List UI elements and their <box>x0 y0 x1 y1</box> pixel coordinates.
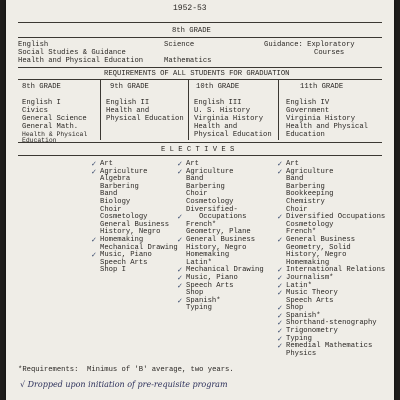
req-col3-item: English III <box>194 99 242 107</box>
check-mark-icon: ✓ <box>277 289 283 298</box>
elective-label: Spanish* <box>286 311 321 320</box>
req-col1-item: Education <box>22 137 57 144</box>
grade8-mid-2: Mathematics <box>164 57 212 65</box>
elective-label: Latin* <box>186 258 212 267</box>
elective-label: Speech Arts <box>100 258 148 267</box>
check-mark-icon: ✓ <box>277 273 283 282</box>
check-mark-icon: ✓ <box>277 334 283 343</box>
req-col4-item: Virginia History <box>286 115 356 123</box>
elective-label: Agriculture <box>100 167 148 176</box>
footnote: *Requirements: Minimus of 'B' average, two years. <box>18 366 234 374</box>
elective-label: Spanish* <box>186 296 221 305</box>
elective-label: Homemaking <box>186 251 230 260</box>
req-col4-item: Government <box>286 107 330 115</box>
elective-label: Homemaking <box>286 258 330 267</box>
top-rule <box>18 22 382 23</box>
elective-label: Band <box>100 190 118 199</box>
check-mark-icon: ✓ <box>177 167 183 176</box>
check-mark-icon: ✓ <box>177 273 183 282</box>
elective-label: Typing <box>286 334 312 343</box>
elective-label: French* <box>186 220 217 229</box>
grade8-title: 8th GRADE <box>172 27 211 35</box>
check-mark-icon: ✓ <box>277 304 283 313</box>
elective-label: Mechanical Drawing <box>186 266 264 275</box>
check-mark-icon: ✓ <box>277 319 283 328</box>
elective-item <box>186 305 264 313</box>
check-mark-icon: ✓ <box>177 281 183 290</box>
electives-rule <box>18 155 382 156</box>
elective-label: Occupations <box>186 213 247 222</box>
req-col3-item: U. S. History <box>194 107 251 115</box>
req-col2-grade: 9th GRADE <box>110 83 149 91</box>
col-divider-2 <box>188 80 189 140</box>
check-mark-icon: ✓ <box>277 235 283 244</box>
req-col4-item: Health and Physical <box>286 123 368 131</box>
elective-label: Journalism* <box>286 273 334 282</box>
check-mark-icon: ✓ <box>277 327 283 336</box>
check-mark-icon: ✓ <box>91 167 97 176</box>
elective-label: Mechanical Drawing <box>100 243 178 252</box>
check-mark-icon: ✓ <box>277 266 283 275</box>
elective-label: Shop <box>286 304 304 313</box>
elective-label: Art <box>186 160 199 168</box>
requirements-title: REQUIREMENTS OF ALL STUDENTS FOR GRADUATION <box>104 70 290 78</box>
electives-title: E L E C T I V E S <box>161 146 235 154</box>
elective-label: Algebra <box>100 175 131 184</box>
elective-label: International Relations <box>286 266 386 275</box>
electives-rule-top <box>18 142 382 143</box>
check-mark-icon: ✓ <box>177 296 183 305</box>
req-col4-item: English IV <box>286 99 330 107</box>
elective-label: Homemaking <box>100 235 144 244</box>
check-mark-icon: ✓ <box>91 235 97 244</box>
check-mark-icon: ✓ <box>277 213 283 222</box>
elective-label: Barbering <box>186 182 225 191</box>
school-year: 1952-53 <box>173 4 207 13</box>
check-mark-icon: ✓ <box>277 281 283 290</box>
check-mark-icon: ✓ <box>277 311 283 320</box>
check-mark-icon: ✓ <box>177 235 183 244</box>
elective-label: Chemistry <box>286 197 325 206</box>
elective-label: Speech Arts <box>286 296 334 305</box>
elective-label: Cosmetology <box>286 220 334 229</box>
elective-label: Speech Arts <box>186 281 234 290</box>
req-col1-grade: 8th GRADE <box>22 83 61 91</box>
elective-label: Cosmetology <box>186 197 234 206</box>
check-mark-icon: ✓ <box>91 160 97 168</box>
elective-label: Geometry, Solid <box>286 243 351 252</box>
req-col1-item: General Math. <box>22 123 79 131</box>
elective-label: Choir <box>100 205 122 214</box>
req-col1-item: English I <box>22 99 61 107</box>
check-mark-icon: ✓ <box>177 160 183 168</box>
req-col4-item: Education <box>286 131 325 139</box>
req-col3-grade: 10th GRADE <box>196 83 240 91</box>
req-col1-item: Civics <box>22 107 48 115</box>
requirements-rule <box>18 79 382 80</box>
elective-label: Cosmetology <box>100 213 148 222</box>
grade8-rule <box>18 37 382 38</box>
elective-label: Art <box>100 160 113 168</box>
elective-label: Shorthand-stenography <box>286 319 377 328</box>
elective-label: Music, Piano <box>186 273 238 282</box>
elective-label: General Business <box>100 220 170 229</box>
elective-label: Band <box>186 175 204 184</box>
req-col1-item: General Science <box>22 115 87 123</box>
elective-label: Bookkeeping <box>286 190 334 199</box>
elective-label: Latin* <box>286 281 312 290</box>
elective-label: General Business <box>186 235 256 244</box>
elective-label: History, Negro <box>186 243 247 252</box>
electives-col-2 <box>177 160 264 313</box>
elective-label: Biology <box>100 197 131 206</box>
elective-label: Diversified Occupations <box>286 213 386 222</box>
elective-label: Physics <box>286 349 317 358</box>
elective-label: French* <box>286 228 317 237</box>
elective-label: Choir <box>186 190 208 199</box>
elective-label: Music, Piano <box>100 251 152 260</box>
elective-label: General Business <box>286 235 356 244</box>
elective-label: Choir <box>286 205 308 214</box>
elective-item <box>100 267 178 275</box>
check-mark-icon: ✓ <box>91 251 97 260</box>
req-col1-item: Health & Physical <box>22 131 88 138</box>
elective-label: Agriculture <box>286 167 334 176</box>
elective-label: History, Negro <box>286 251 347 260</box>
requirements-rule-top <box>18 67 382 68</box>
check-mark-icon: ✓ <box>277 167 283 176</box>
electives-col-1 <box>91 160 178 275</box>
elective-item <box>286 351 385 359</box>
grade8-left-3: Health and Physical Education <box>18 57 144 65</box>
elective-label: Trigonometry <box>286 327 338 336</box>
elective-label: Diversified- <box>186 205 238 214</box>
check-mark-icon: ✓ <box>277 160 283 168</box>
elective-label: Barbering <box>100 182 139 191</box>
req-col2-item: Health and <box>106 107 150 115</box>
electives-col-3 <box>277 160 386 358</box>
req-col2-item: Physical Education <box>106 115 184 123</box>
elective-label: Art <box>286 160 299 168</box>
req-col2-item: English II <box>106 99 150 107</box>
elective-label: Agriculture <box>186 167 234 176</box>
col-divider-3 <box>278 80 279 140</box>
elective-label: Remedial Mathematics <box>286 342 373 351</box>
grade8-right-1: Guidance: Exploratory <box>264 41 355 49</box>
req-col3-item: Virginia History <box>194 115 264 123</box>
req-col3-item: Physical Education <box>194 131 272 139</box>
check-mark-icon: ✓ <box>177 266 183 275</box>
grade8-left-1: English <box>18 41 49 49</box>
col-divider-1 <box>100 80 101 140</box>
elective-label: Typing <box>186 304 212 313</box>
grade8-right-2: Courses <box>314 49 345 57</box>
elective-label: Music Theory <box>286 289 338 298</box>
check-mark-icon: ✓ <box>177 213 183 222</box>
req-col4-grade: 11th GRADE <box>300 83 344 91</box>
document-page <box>6 0 394 400</box>
grade8-left-2: Social Studies & Guidance <box>18 49 126 57</box>
check-mark-icon: ✓ <box>277 342 283 351</box>
elective-label: Geometry, Plane <box>186 228 251 237</box>
elective-label: Shop I <box>100 266 126 275</box>
grade8-mid-1: Science <box>164 41 195 49</box>
elective-label: Shop <box>186 289 204 298</box>
handwritten-note: √ Dropped upon initiation of pre-requisite program <box>20 380 228 389</box>
elective-label: Barbering <box>286 182 325 191</box>
elective-label: Band <box>286 175 304 184</box>
elective-label: History, Negro <box>100 228 161 237</box>
req-col3-item: Health and <box>194 123 238 131</box>
